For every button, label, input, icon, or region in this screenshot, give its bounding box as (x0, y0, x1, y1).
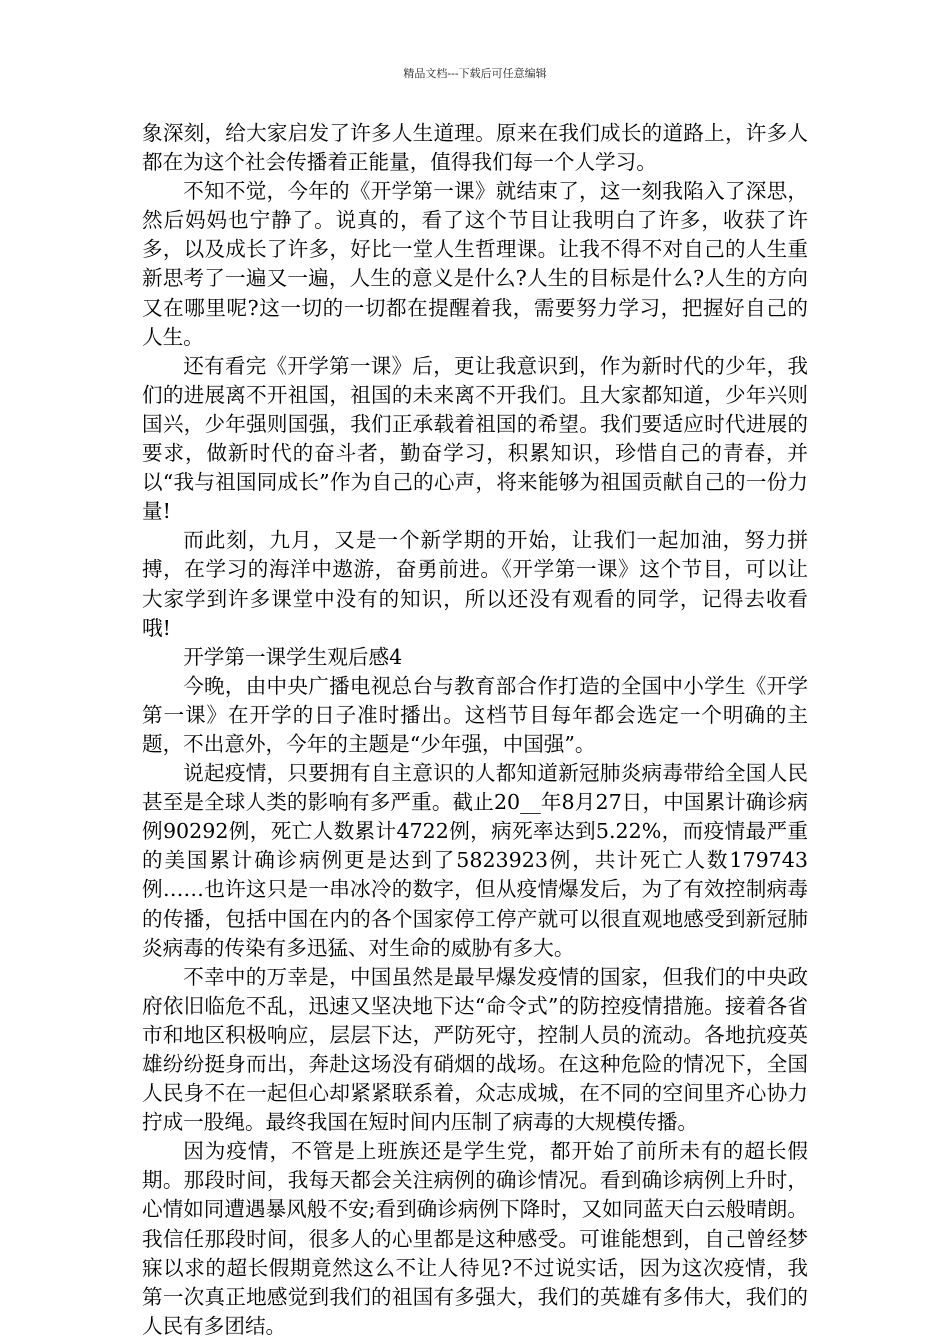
paragraph-2: 不知不觉，今年的《开学第一课》就结束了，这一刻我陷入了深思，然后妈妈也宁静了。说真的，看了这个节目让我明白了许多，收获了许多，以及成长了许多，好比一堂人生哲理课。让我不得不对自己的人生重新思考了一遍又一遍，人生的意义是什么?人生的目标是什么?人生的方向又在哪里呢?这一切的一切都在提醒着我，需要努力学习，把握好自己的人生。 (142, 179, 808, 349)
document-body (142, 119, 808, 1341)
paragraph-6: 说起疫情，只要拥有自主意识的人都知道新冠肺炎病毒带给全国人民甚至是全球人类的影响有多严重。截止20__年8月27日，中国累计确诊病例90292例，死亡人数累计4722例，病死率达到5.22%，而疫情最严重的美国累计确诊病例更是达到了5823923例，共计死亡人数179743例……也许这只是一串冰冷的数字，但从疫情爆发后，为了有效控制病毒的传播，包括中国在内的各个国家停工停产就可以很直观地感受到新冠肺炎病毒的传染有多迅猛、对生命的威胁有多大。 (142, 761, 808, 960)
paragraph-8: 因为疫情，不管是上班族还是学生党，都开始了前所未有的超长假期。那段时间，我每天都会关注病例的确诊情况。看到确诊病例上升时，心情如同遭遇暴风般不安;看到确诊病例下降时，又如同蓝天白云般晴朗。我信任那段时间，很多人的心里都是这种感受。可谁能想到，自己曾经梦寐以求的超长假期竟然这么不让人待见?不过说实话，因为这次疫情，我第一次真正地感觉到我们的祖国有多强大，我们的英雄有多伟大，我们的人民有多团结。 (142, 1139, 808, 1338)
paragraph-1: 象深刻，给大家启发了许多人生道理。原来在我们成长的道路上，许多人都在为这个社会传播着正能量，值得我们每一个人学习。 (142, 121, 808, 175)
page-header: 精品文档---下载后可任意编辑 (403, 67, 547, 80)
paragraph-7: 不幸中的万幸是，中国虽然是最早爆发疫情的国家，但我们的中央政府依旧临危不乱，迅速又坚决地下达“命令式”的防控疫情措施。接着各省市和地区积极响应，层层下达，严防死守，控制人员的流动。各地抗疫英雄纷纷挺身而出，奔赴这场没有硝烟的战场。在这种危险的情况下，全国人民身不在一起但心却紧紧联系着，众志成城，在不同的空间里齐心协力拧成一股绳。最终我国在短时间内压制了病毒的大规模传播。 (142, 964, 808, 1135)
section-title: 开学第一课学生观后感4 (183, 644, 403, 669)
paragraph-3: 还有看完《开学第一课》后，更让我意识到，作为新时代的少年，我们的进展离不开祖国，祖国的未来离不开我们。且大家都知道，少年兴则国兴，少年强则国强，我们正承载着祖国的希望。我们要适应时代进展的要求，做新时代的奋斗者，勤奋学习，积累知识，珍惜自己的青春，并以“我与祖国同成长”作为自己的心声，将来能够为祖国贡献自己的一份力量! (142, 353, 808, 524)
paragraph-5: 今晚，由中央广播电视总台与教育部合作打造的全国中小学生《开学第一课》在开学的日子准时播出。这档节目每年都会选定一个明确的主题，不出意外，今年的主题是“少年强，中国强”。 (142, 673, 808, 756)
paragraph-4: 而此刻，九月，又是一个新学期的开始，让我们一起加油，努力拼搏，在学习的海洋中遨游，奋勇前进。《开学第一课》这个节目，可以让大家学到许多课堂中没有的知识，所以还没有观看的同学，记得去收看哦! (142, 528, 808, 640)
